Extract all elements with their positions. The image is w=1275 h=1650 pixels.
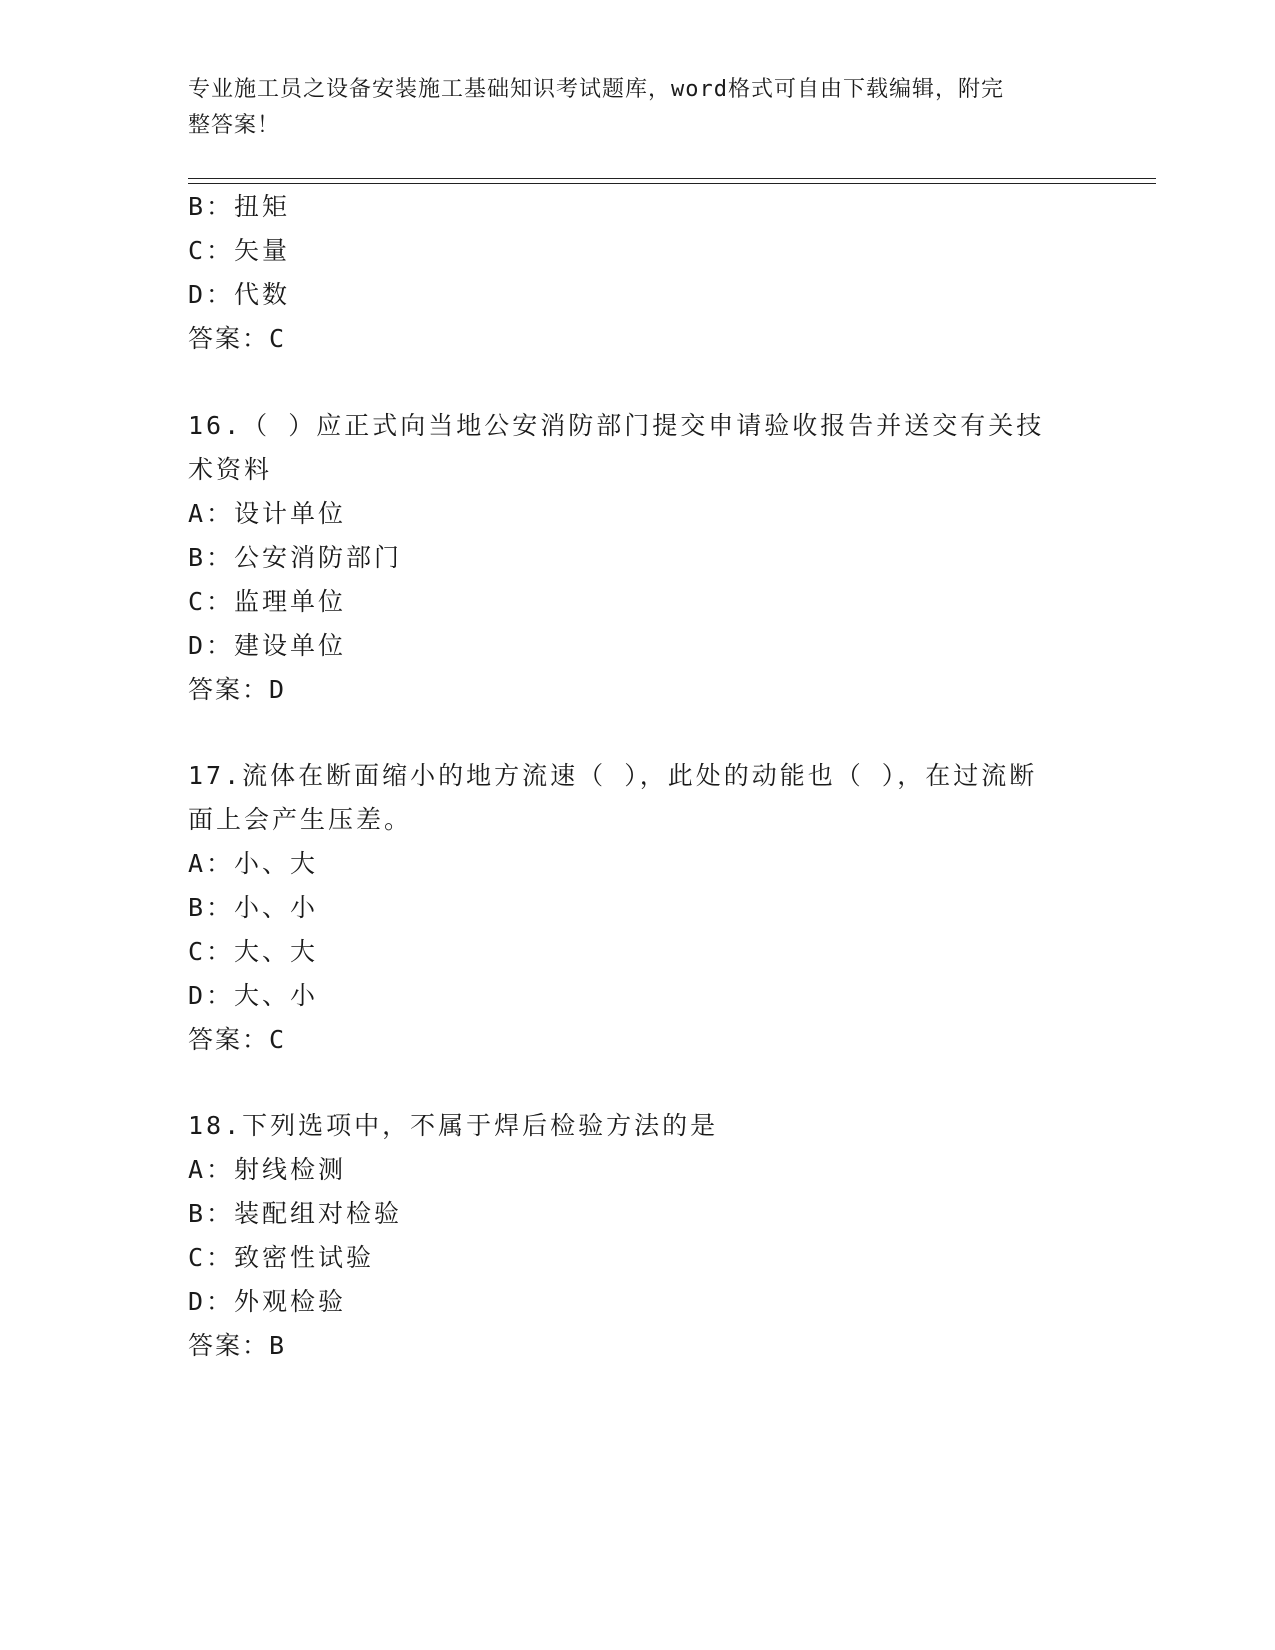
q16-option-b: B：公安消防部门 [188, 543, 403, 572]
answer-label: 答案： [188, 675, 270, 704]
q17-stem-line-1: 17.流体在断面缩小的地方流速（ ），此处的动能也（ ），在过流断 [188, 761, 1038, 790]
q15-option-b: B：扭矩 [188, 192, 291, 221]
answer-value: C [269, 1025, 286, 1054]
q18-option-d: D：外观检验 [188, 1287, 347, 1316]
q15-option-c: C：矢量 [188, 236, 291, 265]
header-divider-bottom [188, 183, 1156, 184]
q15-option-d: D：代数 [188, 280, 291, 309]
answer-value: C [269, 324, 286, 353]
document-title-line-2: 整答案！ [188, 113, 281, 138]
q17-option-d: D：大、小 [188, 981, 319, 1010]
q18-answer [188, 1330, 285, 1362]
q18-option-b: B：装配组对检验 [188, 1199, 403, 1228]
document-title-line-1: 专业施工员之设备安装施工基础知识考试题库，word格式可自由下载编辑，附完 [188, 77, 1004, 102]
q17-option-b: B：小、小 [188, 893, 319, 922]
page-header [188, 72, 1068, 144]
q18-option-c: C：致密性试验 [188, 1243, 375, 1272]
q16-stem-line-1: 16.（ ）应正式向当地公安消防部门提交申请验收报告并送交有关技 [188, 411, 1045, 440]
q15-answer [188, 323, 285, 355]
answer-label: 答案： [188, 324, 270, 353]
q17-answer [188, 1024, 285, 1056]
answer-label: 答案： [188, 1025, 270, 1054]
header-divider-top [188, 178, 1156, 179]
q16-answer [188, 674, 285, 706]
q16-stem-line-2: 术资料 [188, 455, 273, 484]
q16-option-c: C：监理单位 [188, 587, 347, 616]
answer-value: D [269, 675, 286, 704]
q17-option-c: C：大、大 [188, 937, 319, 966]
answer-value: B [269, 1331, 286, 1360]
q17-stem-line-2: 面上会产生压差。 [188, 805, 413, 834]
q16-option-d: D：建设单位 [188, 631, 347, 660]
q16-option-a: A：设计单位 [188, 499, 347, 528]
q17-option-a: A：小、大 [188, 849, 319, 878]
q18-stem-line-1: 18.下列选项中，不属于焊后检验方法的是 [188, 1111, 719, 1140]
answer-label: 答案： [188, 1331, 270, 1360]
q18-option-a: A：射线检测 [188, 1155, 347, 1184]
